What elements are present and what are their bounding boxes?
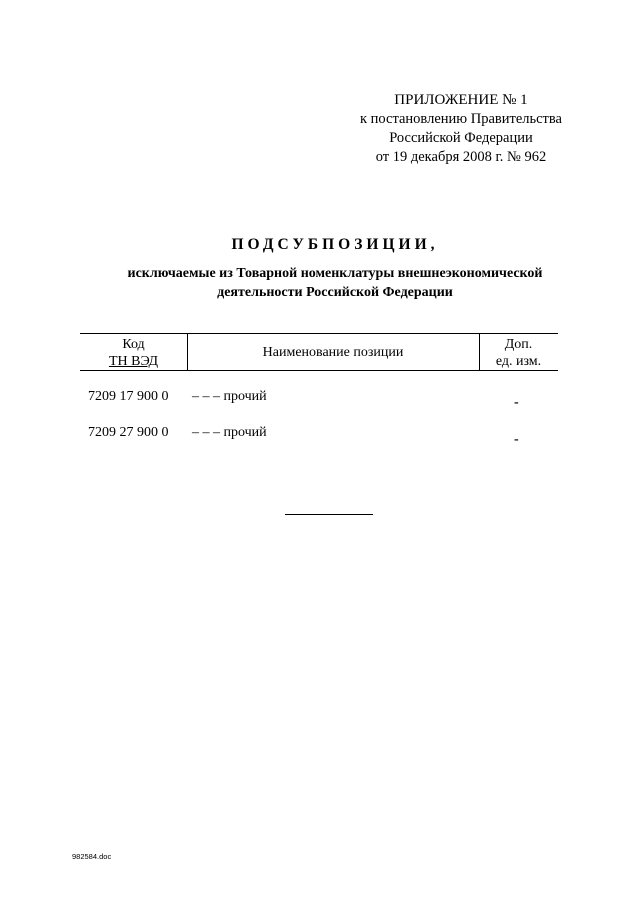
header-code-line-1: Код [122, 337, 145, 352]
closing-rule [285, 514, 373, 515]
header-unit-line-1: Доп. [504, 337, 533, 352]
row-2-name: – – – прочий [192, 425, 267, 440]
row-2-code: 7209 27 900 0 [88, 425, 169, 440]
annex-title: ПРИЛОЖЕНИЕ № 1 [394, 92, 528, 108]
header-code [80, 336, 187, 370]
document-file-reference: 982584.doc [72, 852, 112, 861]
table-top-rule [80, 333, 558, 334]
annex-line-resolution: к постановлению Правительства [360, 111, 562, 127]
table-header-rule [80, 370, 558, 371]
subtitle-line-2: деятельности Российской Федерации [217, 285, 453, 300]
header-code-line-2: ТН ВЭД [108, 354, 159, 369]
row-1-code: 7209 17 900 0 [88, 389, 169, 404]
annex-line-federation: Российской Федерации [389, 130, 533, 146]
row-1-name: – – – прочий [192, 389, 267, 404]
header-unit [479, 336, 558, 370]
header-unit-line-2: ед. изм. [495, 354, 542, 369]
row-2-unit: - [514, 432, 519, 447]
document-subtitle [80, 264, 590, 302]
annex-line-date: от 19 декабря 2008 г. № 962 [375, 149, 547, 165]
annex-header [330, 91, 592, 167]
header-name: Наименование позиции [262, 345, 404, 360]
document-title: ПОДСУБПОЗИЦИИ, [231, 236, 439, 253]
subtitle-line-1: исключаемые из Товарной номенклатуры внешнеэкономической [127, 266, 543, 281]
row-1-unit: - [514, 395, 519, 410]
